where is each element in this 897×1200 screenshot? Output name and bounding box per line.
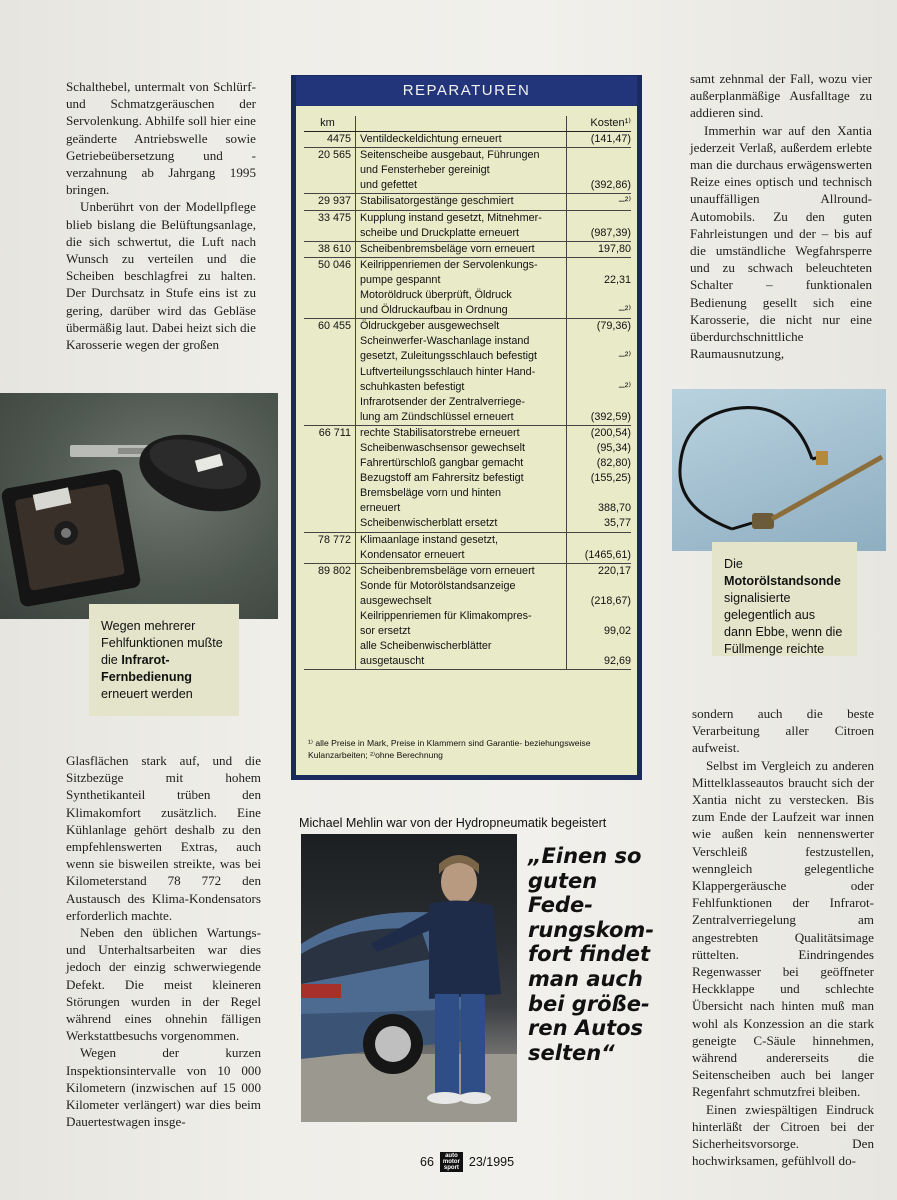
row-line-cost: 388,70	[597, 502, 631, 515]
row-line-cost: 22,31	[603, 273, 631, 286]
photo-illustration	[301, 834, 517, 1122]
row-km: 66 711	[304, 426, 356, 532]
row-line-text: Scheibenwischerblatt ersetzt	[360, 517, 498, 530]
paragraph: Glasflächen stark auf, und die Sitzbezüge mit hohem Synthetikanteil trüben den Klimakomfort zusätzlich. Eine Kühlanlage gehört deshalb zu den empfehlenswerten Extras, auch wenn sie bisweilen streikte, was bei Kilometerstand 78 772 den Austausch des Klima-Kondensators erforderlich machte.	[66, 753, 261, 923]
row-cost	[567, 242, 631, 257]
repair-table	[291, 75, 642, 780]
row-km: 20 565	[304, 148, 356, 193]
row-line-cost	[567, 395, 631, 410]
row-line-text: Fahrertürschloß gangbar gemacht	[360, 457, 524, 470]
logo-line: sport	[443, 1165, 459, 1171]
row-line-text: und gefettet	[360, 179, 418, 192]
row-description	[356, 258, 567, 318]
issue-number: 23/1995	[468, 1155, 515, 1169]
row-line-text: Kondensator erneuert	[360, 548, 465, 561]
row-line-text: Sonde für Motorölstandsanzeige	[360, 579, 516, 592]
row-km: 78 772	[304, 533, 356, 563]
row-line-text: Bezugstoff am Fahrersitz befestigt	[360, 472, 524, 485]
row-line-text: ausgetauscht	[360, 655, 425, 668]
row-cost	[567, 132, 631, 147]
row-line-text: und Fensterheber gereinigt	[360, 164, 490, 177]
row-km: 29 937	[304, 194, 356, 209]
sensor-illustration	[672, 389, 886, 551]
row-line-text: lung am Zündschlüssel erneuert	[360, 410, 514, 423]
table-row	[304, 242, 631, 258]
row-line-cost: –²⁾	[618, 195, 631, 208]
table-row	[304, 211, 631, 242]
pull-quote	[528, 844, 658, 1065]
table-title: REPARATUREN	[296, 76, 637, 106]
row-line-cost: 220,17	[597, 564, 631, 577]
row-description	[356, 319, 567, 425]
table-grid	[304, 116, 631, 670]
row-line-text: alle Scheibenwischerblätter	[360, 640, 492, 653]
quote-line: selten“	[528, 1040, 615, 1065]
row-line-text: Ventildeckeldichtung erneuert	[360, 133, 502, 146]
row-line-cost: 92,69	[603, 655, 631, 668]
header-desc	[356, 116, 567, 131]
quote-line: bei größe-	[528, 991, 650, 1016]
caption-sensor	[712, 542, 857, 656]
row-line-text: Motoröldruck überprüft, Öldruck	[360, 289, 512, 302]
row-line-cost: –²⁾	[618, 304, 631, 317]
row-line-text: Scheinwerfer-Waschanlage instand	[360, 335, 530, 348]
row-line-cost	[567, 258, 631, 273]
table-footnote: ¹⁾ alle Preise in Mark, Preise in Klammern sind Garantie- beziehungsweise Kulanzarbeiten; ²⁾ohne Berechnung	[308, 738, 591, 760]
column3-bottom-text	[692, 705, 874, 1169]
paragraph: samt zehnmal der Fall, wozu vier außerplanmäßige Ausfalltage zu addieren sind.	[690, 71, 872, 121]
paragraph: Immerhin war auf den Xantia jederzeit Verlaß, außerdem erlebte man die durchaus erwägenswerten Reize eines optisch und technisch unauffälligen Allround-Automobils. Zu den guten Fahrleistungen und der – bis auf die umständliche Wegfahrsperre und zu schwach beleuchteten Schalter – funktionalen Bedienung gesellt sich eine Karosserie, die nicht nur eine überdurchschnittliche Raumausnutzung,	[690, 122, 872, 362]
row-description	[356, 242, 567, 257]
row-line-cost: (82,80)	[596, 457, 631, 470]
row-line-cost: 99,02	[603, 625, 631, 638]
caption-remote-post: erneuert werden	[101, 687, 193, 701]
row-line-cost	[567, 334, 631, 349]
quote-line: rungskom-	[528, 917, 655, 942]
photo-label: Michael Mehlin war von der Hydropneumatik begeistert	[299, 816, 607, 830]
table-row	[304, 319, 631, 426]
quote-line: fort findet	[528, 942, 651, 967]
row-line-text: Kupplung instand gesetzt, Mitnehmer-	[360, 211, 542, 224]
row-line-text: Bremsbeläge vorn und hinten	[360, 487, 502, 500]
row-line-cost: (218,67)	[590, 594, 631, 607]
table-row	[304, 194, 631, 210]
row-description	[356, 426, 567, 532]
row-line-text: Öldruckgeber ausgewechselt	[360, 320, 500, 333]
page-number: 66	[420, 1155, 434, 1169]
row-line-text: sor ersetzt	[360, 625, 411, 638]
row-line-text: scheibe und Druckplatte erneuert	[360, 226, 520, 239]
table-row	[304, 258, 631, 319]
column3-top-text	[690, 70, 872, 362]
row-line-cost: (1465,61)	[584, 548, 631, 561]
row-line-text: Keilrippenriemen der Servolenkungs-	[360, 258, 538, 271]
row-line-cost	[567, 365, 631, 380]
row-line-cost	[567, 148, 631, 163]
header-cost: Kosten¹⁾	[590, 117, 631, 129]
row-km: 33 475	[304, 211, 356, 241]
row-line-text: pumpe gespannt	[360, 273, 441, 286]
quote-line: man auch	[528, 966, 643, 991]
row-description	[356, 148, 567, 193]
paragraph: Neben den üblichen Wartungs- und Unterhaltsarbeiten war dies jedoch der einzig schwerwiegende Defekt. Die meist kleineren Störungen wurden in der Regel während eines ohnehin fälligen Werkstattbesuchs vorgenommen.	[66, 925, 261, 1044]
caption-remote-bold: Infrarot-Fernbedienung	[101, 653, 192, 684]
oil-level-sensor-image	[672, 389, 886, 551]
row-cost	[567, 148, 631, 193]
caption-remote-pre: Wegen mehrerer Fehlfunktionen mußte die	[101, 619, 223, 667]
header-km: km	[304, 116, 356, 131]
row-line-text: Infrarotsender der Zentralverriege-	[360, 395, 526, 408]
quote-line: guten Fede-	[528, 868, 598, 918]
page-footer	[420, 1152, 514, 1172]
row-line-cost: –²⁾	[618, 380, 631, 393]
paragraph: Wegen der kurzen Inspektionsintervalle von 10 000 Kilometern (inzwischen auf 15 000 Kilometer verlängert) war dies beim Dauertestwagen insge-	[66, 1045, 261, 1130]
row-line-text: Klimaanlage instand gesetzt,	[360, 533, 499, 546]
row-line-cost: (95,34)	[596, 441, 631, 454]
row-line-text: gesetzt, Zuleitungsschlauch befestigt	[360, 350, 538, 363]
row-cost	[567, 564, 631, 670]
row-line-cost	[567, 163, 631, 178]
table-row	[304, 426, 631, 533]
paragraph: Selbst im Vergleich zu anderen Mittelklasseautos braucht sich der Xantia nicht zu verstecken. Bis zum Ende der Laufzeit war innen wie außen kein nennenswerter Verschleiß festzustellen, wenngleich gelegentliche Klappergeräusche oder Fehlfunktionen der Infrarot-Zentralverriegelung am angestrebten Qualitätsimage rüttelten. Eindringendes Regenwasser bei geöffneter Heckklappe und schlechte Übersicht nach hinten muß man wohl als Konzession an die stark geneigte C-Säule hinnehmen, während andererseits die Seitenscheiben auch bei langer Regenfahrt schmutzfrei bleiben.	[692, 757, 874, 1100]
column1-top-text	[66, 78, 256, 353]
caption-remote	[89, 604, 239, 716]
row-line-text: Stabilisatorgestänge geschmiert	[360, 195, 514, 208]
car-key-remote-image	[0, 393, 278, 619]
row-line-cost: (392,86)	[590, 179, 631, 192]
row-line-text: Scheibenwaschsensor gewechselt	[360, 441, 526, 454]
row-line-cost: (79,36)	[596, 320, 631, 333]
row-line-text: erneuert	[360, 502, 401, 515]
row-line-cost: –²⁾	[618, 350, 631, 363]
row-line-text: Scheibenbremsbeläge vorn erneuert	[360, 242, 535, 255]
caption-sensor-pre: Die	[724, 557, 743, 571]
row-line-text: und Öldruckaufbau in Ordnung	[360, 304, 508, 317]
row-line-cost: (155,25)	[590, 472, 631, 485]
row-line-cost	[567, 579, 631, 594]
row-line-cost: 35,77	[603, 517, 631, 530]
logo-line: auto	[445, 1153, 458, 1159]
row-line-cost	[567, 211, 631, 226]
row-line-cost	[567, 533, 631, 548]
row-line-cost: (987,39)	[590, 226, 631, 239]
row-km: 38 610	[304, 242, 356, 257]
row-description	[356, 533, 567, 563]
row-line-text: Keilrippenriemen für Klimakompres-	[360, 610, 532, 622]
row-description	[356, 194, 567, 209]
row-line-cost: (392,59)	[590, 410, 631, 423]
row-line-cost	[567, 486, 631, 501]
column1-bottom-text	[66, 752, 261, 1130]
row-cost	[567, 258, 631, 318]
caption-sensor-bold: Motorölstandsonde	[724, 574, 841, 588]
row-km: 4475	[304, 132, 356, 147]
key-remote-illustration	[0, 393, 278, 619]
row-line-text: Seitenscheibe ausgebaut, Führungen	[360, 149, 540, 162]
row-line-text: Luftverteilungsschlauch hinter Hand-	[360, 365, 536, 378]
paragraph: sondern auch die beste Verarbeitung aller Citroen aufweist.	[692, 706, 874, 756]
row-cost	[567, 533, 631, 563]
row-cost	[567, 194, 631, 209]
table-row	[304, 148, 631, 194]
row-cost	[567, 426, 631, 532]
row-cost	[567, 319, 631, 425]
table-row	[304, 564, 631, 671]
row-km: 60 455	[304, 319, 356, 425]
row-line-text: Scheibenbremsbeläge vorn erneuert	[360, 564, 535, 577]
row-description	[356, 564, 567, 670]
row-line-cost	[567, 639, 631, 654]
row-line-text: schuhkasten befestigt	[360, 380, 465, 393]
quote-line: „Einen so	[528, 844, 642, 868]
row-km: 89 802	[304, 564, 356, 670]
paragraph: Schalthebel, untermalt von Schlürf- und Schmatzgeräuschen der Servolenkung. Abhilfe soll hier eine geänderte Antriebswelle sowie Getriebeübersetzung und -verzahnung ab Jahrgang 1995 bringen.	[66, 79, 256, 198]
table-header-row	[304, 116, 631, 132]
caption-sensor-post: signalisierte gelegentlich aus dann Ebbe, wenn die Füllmenge reichte	[724, 591, 843, 656]
row-line-cost	[567, 288, 631, 303]
logo-line: motor	[442, 1159, 460, 1165]
table-row	[304, 533, 631, 564]
magazine-logo	[440, 1152, 463, 1172]
row-line-text: rechte Stabilisatorstrebe erneuert	[360, 426, 520, 439]
man-with-car-photo	[301, 834, 517, 1122]
row-km: 50 046	[304, 258, 356, 318]
row-line-cost: 197,80	[597, 242, 631, 255]
paragraph: Unberührt von der Modellpflege blieb bislang die Belüftungsanlage, die sich schwertut, die Luft nach Wunsch zu verteilen und die Scheiben beschlagfrei zu halten. Der Durchsatz in Stufe eins ist zu gering, darüber wird das Gebläse übermäßig laut. Dabei heizt sich die Karosserie wegen der großen	[66, 199, 256, 353]
row-description	[356, 132, 567, 147]
repair-table-body	[296, 80, 637, 775]
row-line-cost: (200,54)	[590, 426, 631, 439]
row-line-cost	[567, 609, 631, 624]
paragraph: Einen zwiespältigen Eindruck hinterläßt der Citroen bei der Sicherheitsvorsorge. Den hochwirksamen, gefühlvoll do-	[692, 1101, 874, 1169]
quote-line: ren Autos	[528, 1016, 644, 1041]
row-description	[356, 211, 567, 241]
row-cost	[567, 211, 631, 241]
table-row	[304, 132, 631, 148]
row-line-cost: (141,47)	[590, 133, 631, 146]
row-line-text: ausgewechselt	[360, 594, 432, 607]
